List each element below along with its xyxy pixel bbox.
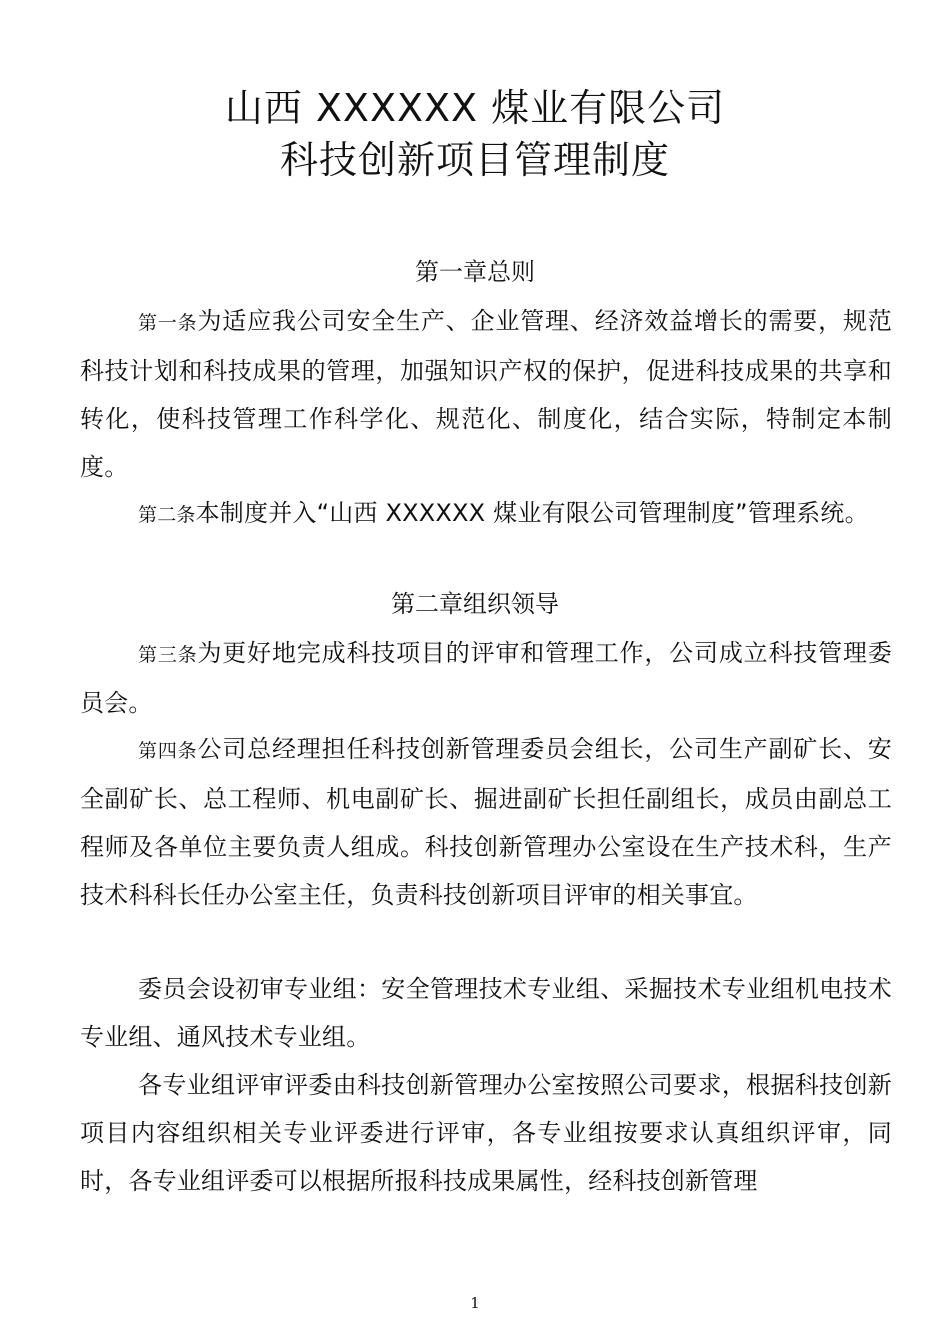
article-2: [80, 489, 892, 539]
article-1-text: 为适应我公司安全生产、企业管理、经济效益增长的需要，规范科技计划和科技成果的管理，加强知识产权的保护，促进科技成果的共享和转化，使科技管理工作科学化、规范化、制度化，结合实际，特制定本制度。: [80, 307, 892, 481]
article-3: [80, 629, 892, 727]
paragraph-review: 各专业组评审评委由科技创新管理办公室按照公司要求，根据科技创新项目内容组织相关专业评委进行评审，各专业组按要求认真组织评审，同时，各专业组评委可以根据所报科技成果属性，经科技创新管理: [80, 1071, 892, 1195]
article-2-label: 第二条: [138, 504, 196, 526]
document-title-line1: 山西 XXXXXX 煤业有限公司: [224, 86, 726, 130]
article-4-label: 第四条: [138, 740, 198, 762]
article-1-label: 第一条: [138, 312, 198, 334]
article-3-label: 第三条: [138, 644, 198, 666]
article-1: [80, 297, 892, 491]
document-title-line2: 科技创新项目管理制度: [279, 138, 670, 182]
chapter-heading-1: 第一章总则: [415, 258, 535, 286]
article-3-text: 为更好地完成科技项目的评审和管理工作，公司成立科技管理委员会。: [80, 639, 892, 717]
article-4: [80, 725, 892, 919]
chapter-heading-2: 第二章组织领导: [391, 590, 559, 618]
page-number: 1: [470, 1294, 480, 1312]
article-2-text: 本制度并入“山西 XXXXXX 煤业有限公司管理制度”管理系统。: [195, 499, 869, 527]
article-4-text: 公司总经理担任科技创新管理委员会组长，公司生产副矿长、安全副矿长、总工程师、机电副矿长、掘进副矿长担任副组长，成员由副总工程师及各单位主要负责人组成。科技创新管理办公室设在生产技术科，生产技术科科长任办公室主任，负责科技创新项目评审的相关事宜。: [80, 735, 892, 909]
paragraph-subgroups: 委员会设初审专业组：安全管理技术专业组、采掘技术专业组机电技术专业组、通风技术专业组。: [80, 975, 892, 1051]
